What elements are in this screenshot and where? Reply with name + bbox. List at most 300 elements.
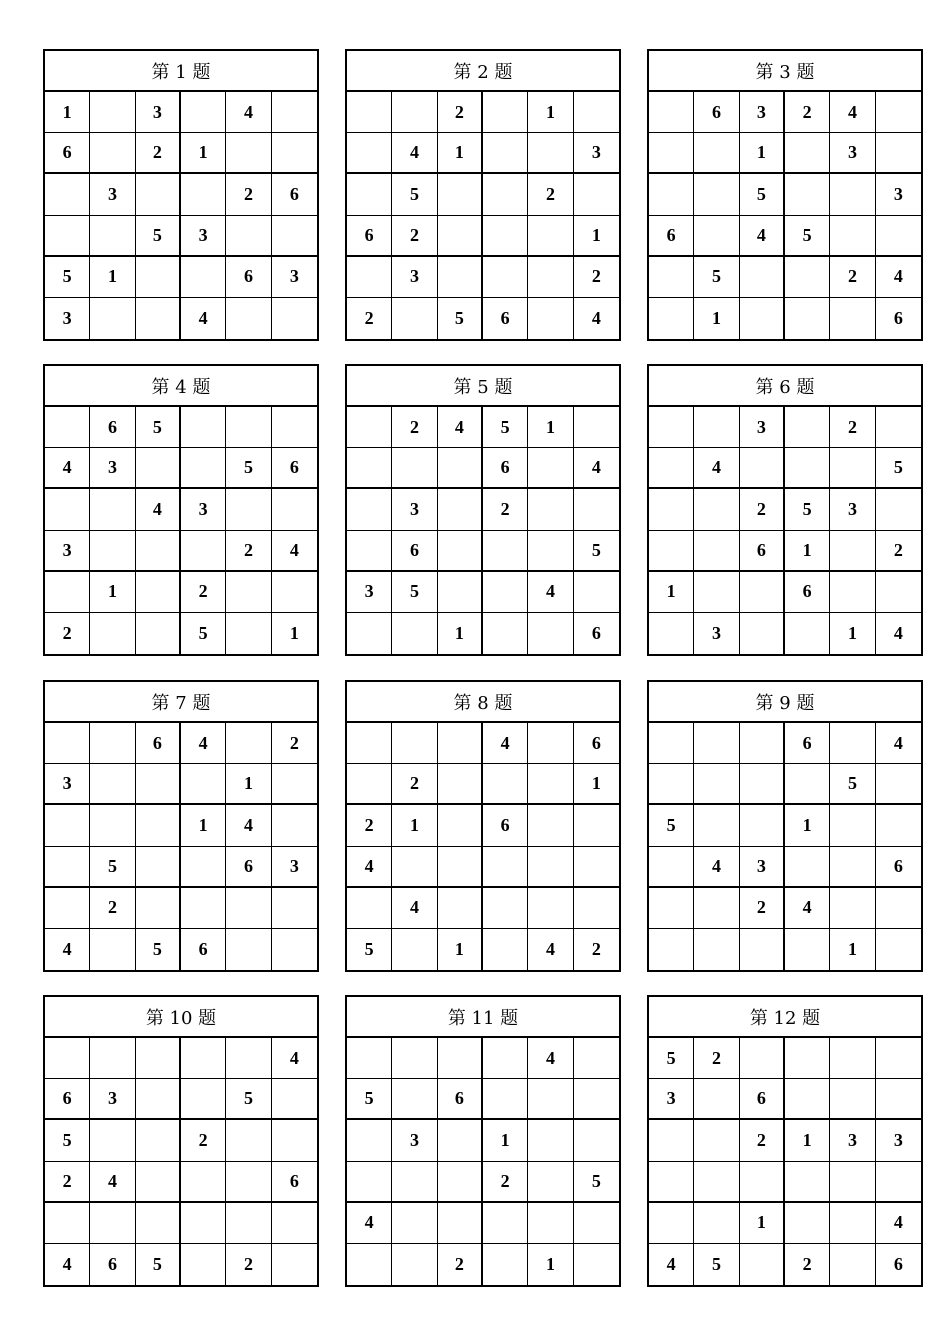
grid-cell [830, 805, 875, 846]
sudoku-grid [45, 1038, 317, 1285]
grid-cell [785, 1079, 830, 1120]
grid-cell [785, 764, 830, 805]
sudoku-puzzle [647, 364, 923, 656]
grid-cell [90, 613, 135, 654]
grid-cell: 3 [392, 257, 437, 298]
grid-cell [226, 1203, 271, 1244]
grid-cell [785, 407, 830, 448]
grid-cell [528, 1120, 573, 1161]
grid-cell [90, 805, 135, 846]
grid-cell: 2 [226, 1244, 271, 1285]
grid-cell [438, 847, 483, 888]
grid-cell: 4 [90, 1162, 135, 1203]
grid-cell: 1 [528, 407, 573, 448]
grid-cell [830, 448, 875, 489]
sudoku-puzzle [43, 364, 319, 656]
grid-cell: 1 [694, 298, 739, 339]
grid-cell: 2 [694, 1038, 739, 1079]
grid-cell [272, 805, 317, 846]
grid-cell [740, 257, 785, 298]
grid-cell [438, 1162, 483, 1203]
grid-cell: 4 [649, 1244, 694, 1285]
grid-cell [392, 929, 437, 970]
grid-cell [272, 92, 317, 133]
grid-cell [272, 1244, 317, 1285]
grid-cell: 5 [740, 174, 785, 215]
grid-cell [528, 298, 573, 339]
grid-cell [574, 1038, 619, 1079]
grid-cell [830, 1162, 875, 1203]
grid-cell [272, 1120, 317, 1161]
grid-cell: 4 [181, 298, 226, 339]
grid-cell [392, 1079, 437, 1120]
grid-cell [272, 1079, 317, 1120]
grid-cell: 5 [136, 216, 181, 257]
grid-cell: 1 [438, 133, 483, 174]
grid-cell: 5 [226, 1079, 271, 1120]
grid-cell: 4 [272, 531, 317, 572]
grid-cell: 4 [136, 489, 181, 530]
grid-cell: 1 [528, 92, 573, 133]
grid-cell: 2 [483, 1162, 528, 1203]
grid-cell [740, 1038, 785, 1079]
grid-cell [226, 216, 271, 257]
sudoku-puzzle [345, 995, 621, 1287]
grid-cell: 1 [649, 572, 694, 613]
grid-cell [226, 929, 271, 970]
grid-cell [740, 764, 785, 805]
grid-cell: 4 [740, 216, 785, 257]
grid-cell: 6 [347, 216, 392, 257]
grid-cell [181, 1203, 226, 1244]
grid-cell: 6 [574, 723, 619, 764]
grid-cell: 4 [272, 1038, 317, 1079]
grid-cell [392, 448, 437, 489]
grid-cell: 2 [785, 92, 830, 133]
grid-cell [392, 1038, 437, 1079]
grid-cell: 5 [90, 847, 135, 888]
grid-cell [347, 1038, 392, 1079]
grid-cell [45, 572, 90, 613]
grid-cell: 3 [830, 133, 875, 174]
grid-cell [876, 1038, 921, 1079]
grid-cell [136, 1079, 181, 1120]
grid-cell: 2 [226, 174, 271, 215]
grid-cell [226, 723, 271, 764]
puzzle-title: 第 2 题 [347, 51, 619, 92]
sudoku-puzzle [647, 680, 923, 972]
grid-cell: 4 [694, 847, 739, 888]
puzzle-title: 第 11 题 [347, 997, 619, 1038]
grid-cell [438, 723, 483, 764]
grid-cell [136, 298, 181, 339]
grid-cell [574, 888, 619, 929]
grid-cell [649, 723, 694, 764]
grid-cell: 4 [45, 448, 90, 489]
grid-cell [830, 298, 875, 339]
grid-cell [694, 805, 739, 846]
grid-cell: 3 [830, 489, 875, 530]
grid-cell: 2 [392, 764, 437, 805]
grid-cell [785, 1203, 830, 1244]
grid-cell: 5 [649, 1038, 694, 1079]
grid-cell: 1 [830, 929, 875, 970]
grid-cell: 5 [876, 448, 921, 489]
grid-cell: 6 [591, 622, 601, 643]
grid-cell [830, 1038, 875, 1079]
grid-cell [649, 448, 694, 489]
grid-cell: 2 [45, 613, 90, 654]
grid-cell: 2 [181, 1120, 226, 1161]
grid-cell [694, 764, 739, 805]
grid-cell: 3 [876, 174, 921, 215]
grid-cell [740, 805, 785, 846]
grid-cell [649, 257, 694, 298]
grid-cell: 4 [392, 888, 437, 929]
grid-cell [272, 407, 317, 448]
grid-cell [483, 1203, 528, 1244]
grid-cell: 5 [694, 257, 739, 298]
grid-cell [181, 531, 226, 572]
grid-cell: 1 [483, 1120, 528, 1161]
grid-cell [694, 723, 739, 764]
grid-cell [272, 298, 317, 339]
grid-cell [226, 298, 271, 339]
grid-cell: 3 [740, 92, 785, 133]
grid-cell [574, 489, 619, 530]
grid-cell: 1 [45, 92, 90, 133]
grid-cell [272, 888, 317, 929]
sudoku-puzzle [43, 49, 319, 341]
grid-cell [90, 298, 135, 339]
grid-cell: 6 [785, 572, 830, 613]
grid-cell [876, 929, 921, 970]
grid-cell [694, 531, 739, 572]
grid-cell [483, 888, 528, 929]
grid-cell [528, 216, 573, 257]
grid-cell: 6 [785, 723, 830, 764]
grid-cell [438, 448, 483, 489]
grid-cell [136, 805, 181, 846]
grid-cell [438, 572, 483, 613]
grid-cell: 1 [438, 613, 483, 654]
grid-cell: 5 [392, 572, 437, 613]
grid-cell: 5 [347, 1079, 392, 1120]
grid-cell [830, 847, 875, 888]
grid-cell: 6 [483, 298, 528, 339]
grid-cell: 5 [392, 174, 437, 215]
grid-cell [785, 298, 830, 339]
sudoku-grid [347, 723, 619, 970]
grid-cell: 3 [694, 613, 739, 654]
grid-cell: 3 [45, 764, 90, 805]
sudoku-grid [347, 92, 619, 339]
grid-cell [181, 888, 226, 929]
grid-cell [649, 1120, 694, 1161]
grid-cell [649, 531, 694, 572]
grid-cell [392, 613, 437, 654]
grid-cell [392, 847, 437, 888]
sudoku-grid [347, 1038, 619, 1285]
grid-cell [272, 133, 317, 174]
grid-cell [45, 174, 90, 215]
grid-cell [574, 1079, 619, 1120]
grid-cell [136, 448, 181, 489]
grid-cell: 6 [272, 174, 317, 215]
grid-cell [876, 888, 921, 929]
grid-cell: 4 [830, 92, 875, 133]
grid-cell [830, 1079, 875, 1120]
grid-cell [181, 407, 226, 448]
grid-cell: 3 [392, 1120, 437, 1161]
grid-cell [483, 572, 528, 613]
grid-cell [694, 572, 739, 613]
grid-cell [830, 1203, 875, 1244]
grid-cell: 6 [181, 929, 226, 970]
grid-cell [90, 1038, 135, 1079]
grid-cell [483, 1244, 528, 1285]
grid-cell: 4 [45, 929, 90, 970]
grid-cell: 5 [574, 1162, 619, 1203]
grid-cell: 2 [272, 723, 317, 764]
grid-cell [876, 764, 921, 805]
grid-cell [272, 764, 317, 805]
grid-cell: 2 [438, 1244, 483, 1285]
grid-cell [226, 888, 271, 929]
grid-cell [181, 1079, 226, 1120]
grid-cell: 1 [740, 133, 785, 174]
puzzle-title: 第 4 题 [45, 366, 317, 407]
grid-cell: 3 [90, 448, 135, 489]
grid-cell [483, 531, 528, 572]
grid-cell: 6 [272, 1162, 317, 1203]
grid-cell [694, 1079, 739, 1120]
grid-cell: 1 [785, 531, 830, 572]
grid-cell: 3 [181, 489, 226, 530]
grid-cell [181, 1162, 226, 1203]
grid-cell: 1 [438, 929, 483, 970]
grid-cell: 5 [226, 448, 271, 489]
grid-cell [45, 489, 90, 530]
puzzle-title: 第 12 题 [649, 997, 921, 1038]
grid-cell [483, 133, 528, 174]
grid-cell [226, 133, 271, 174]
grid-cell [392, 723, 437, 764]
grid-cell [830, 216, 875, 257]
grid-cell [136, 257, 181, 298]
grid-cell [272, 216, 317, 257]
grid-cell: 3 [45, 531, 90, 572]
grid-cell: 1 [574, 764, 619, 805]
grid-cell: 3 [90, 174, 135, 215]
grid-cell [528, 847, 573, 888]
grid-cell [574, 1203, 619, 1244]
grid-cell [45, 407, 90, 448]
grid-cell: 4 [438, 407, 483, 448]
grid-cell: 4 [591, 307, 601, 328]
grid-cell [694, 929, 739, 970]
grid-cell [438, 174, 483, 215]
sudoku-puzzle [43, 995, 319, 1287]
grid-cell [694, 888, 739, 929]
grid-cell [347, 764, 392, 805]
grid-cell [272, 489, 317, 530]
grid-cell [876, 805, 921, 846]
grid-cell: 2 [483, 489, 528, 530]
grid-cell: 5 [136, 929, 181, 970]
grid-cell [90, 1120, 135, 1161]
grid-cell [392, 1244, 437, 1285]
grid-cell [574, 572, 619, 613]
grid-cell [136, 1203, 181, 1244]
grid-cell: 4 [876, 723, 921, 764]
grid-cell [347, 407, 392, 448]
grid-cell [181, 1038, 226, 1079]
grid-cell: 2 [740, 888, 785, 929]
grid-cell: 4 [574, 448, 619, 489]
grid-cell: 6 [438, 1079, 483, 1120]
grid-cell [483, 216, 528, 257]
grid-cell: 6 [90, 1244, 135, 1285]
grid-cell: 3 [830, 1120, 875, 1161]
grid-cell [90, 929, 135, 970]
grid-cell [574, 1244, 619, 1285]
grid-cell [740, 298, 785, 339]
grid-cell: 6 [740, 531, 785, 572]
grid-cell [438, 257, 483, 298]
grid-cell: 1 [785, 1120, 830, 1161]
sudoku-puzzle [647, 995, 923, 1287]
grid-cell: 1 [528, 1244, 573, 1285]
grid-cell: 3 [136, 92, 181, 133]
grid-cell [226, 613, 271, 654]
grid-cell [226, 572, 271, 613]
grid-cell [876, 489, 921, 530]
grid-cell [347, 888, 392, 929]
sudoku-puzzle [345, 680, 621, 972]
grid-cell: 2 [45, 1162, 90, 1203]
grid-cell: 2 [347, 298, 392, 339]
grid-cell: 5 [785, 489, 830, 530]
grid-cell: 1 [90, 572, 135, 613]
grid-cell [438, 1038, 483, 1079]
grid-cell [483, 613, 528, 654]
grid-cell [438, 1120, 483, 1161]
grid-cell: 6 [45, 133, 90, 174]
grid-cell [347, 257, 392, 298]
grid-cell: 3 [347, 572, 392, 613]
grid-cell: 3 [90, 1079, 135, 1120]
grid-cell [785, 613, 830, 654]
grid-cell [830, 723, 875, 764]
grid-cell [694, 1162, 739, 1203]
grid-cell [483, 92, 528, 133]
grid-cell: 6 [876, 847, 921, 888]
grid-cell [649, 92, 694, 133]
grid-cell [694, 407, 739, 448]
grid-cell [136, 1120, 181, 1161]
grid-cell [347, 1244, 392, 1285]
grid-cell: 4 [45, 1244, 90, 1285]
grid-cell: 4 [876, 257, 921, 298]
grid-cell: 3 [574, 133, 619, 174]
grid-cell [785, 174, 830, 215]
grid-cell [785, 847, 830, 888]
grid-cell: 5 [181, 613, 226, 654]
grid-cell [528, 489, 573, 530]
grid-cell: 5 [483, 407, 528, 448]
grid-cell: 6 [893, 1253, 903, 1274]
grid-cell [528, 133, 573, 174]
grid-cell: 4 [226, 805, 271, 846]
grid-cell: 2 [392, 407, 437, 448]
sudoku-puzzle [345, 364, 621, 656]
grid-cell [740, 448, 785, 489]
grid-cell [392, 92, 437, 133]
grid-cell [694, 216, 739, 257]
grid-cell: 2 [876, 531, 921, 572]
grid-cell [528, 448, 573, 489]
grid-cell [574, 1120, 619, 1161]
grid-cell [649, 1162, 694, 1203]
grid-cell [574, 92, 619, 133]
grid-cell: 6 [45, 1079, 90, 1120]
grid-cell: 1 [574, 216, 619, 257]
puzzle-title: 第 5 题 [347, 366, 619, 407]
grid-cell [528, 805, 573, 846]
grid-cell: 4 [893, 622, 903, 643]
grid-cell [574, 805, 619, 846]
grid-cell: 4 [528, 1038, 573, 1079]
sudoku-grid [45, 407, 317, 654]
grid-cell [347, 448, 392, 489]
grid-cell [45, 888, 90, 929]
grid-cell [483, 847, 528, 888]
puzzle-title: 第 3 题 [649, 51, 921, 92]
grid-cell [876, 1162, 921, 1203]
grid-cell [438, 888, 483, 929]
grid-cell [347, 133, 392, 174]
grid-cell [649, 847, 694, 888]
grid-cell [649, 133, 694, 174]
grid-cell: 6 [226, 257, 271, 298]
grid-cell [438, 764, 483, 805]
grid-cell: 5 [694, 1244, 739, 1285]
grid-cell [649, 489, 694, 530]
grid-cell [181, 257, 226, 298]
grid-cell: 6 [893, 307, 903, 328]
grid-cell [347, 92, 392, 133]
grid-cell: 2 [740, 489, 785, 530]
grid-cell [876, 216, 921, 257]
grid-cell [740, 723, 785, 764]
grid-cell [136, 174, 181, 215]
grid-cell [528, 1162, 573, 1203]
grid-cell: 5 [347, 929, 392, 970]
grid-cell: 6 [272, 448, 317, 489]
grid-cell [528, 531, 573, 572]
grid-cell: 4 [528, 929, 573, 970]
grid-cell [785, 1162, 830, 1203]
grid-cell: 5 [574, 531, 619, 572]
grid-cell: 6 [649, 216, 694, 257]
grid-cell: 5 [438, 298, 483, 339]
grid-cell: 3 [649, 1079, 694, 1120]
grid-cell [830, 572, 875, 613]
grid-cell [528, 1079, 573, 1120]
grid-cell [181, 174, 226, 215]
grid-cell [649, 1203, 694, 1244]
